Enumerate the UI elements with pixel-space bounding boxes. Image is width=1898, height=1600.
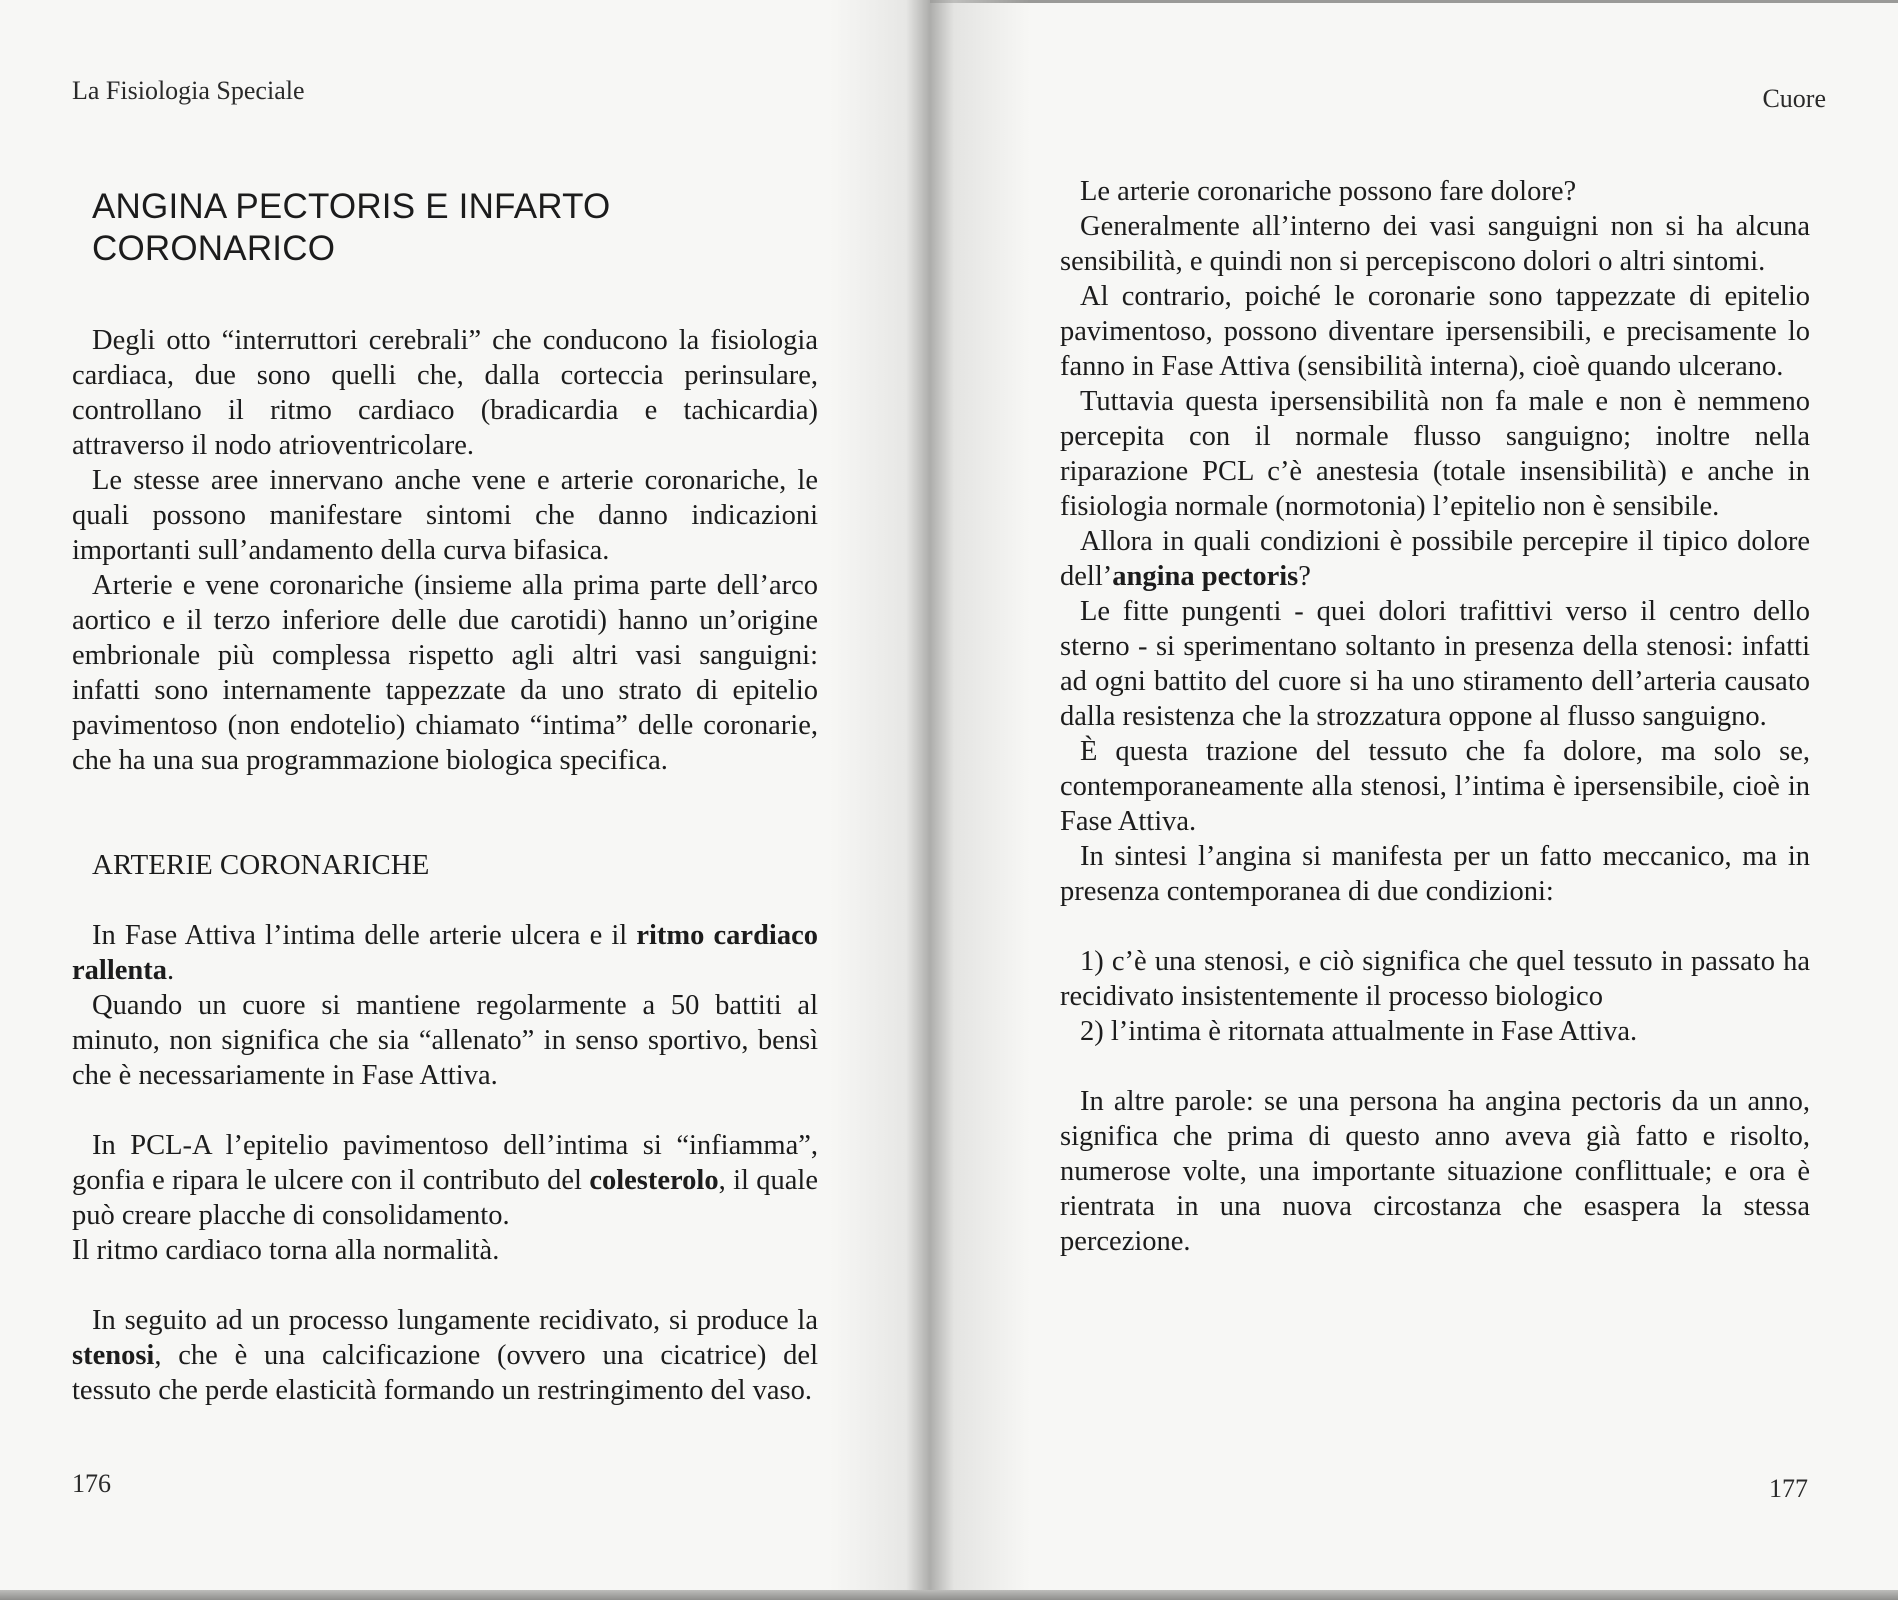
text-run: .: [166, 955, 175, 986]
paragraph: Le arterie coronariche possono fare dolore?: [1080, 176, 1577, 207]
chapter-title: ANGINA PECTORIS E INFARTO CORONARICO: [92, 187, 611, 268]
paragraph: Arterie e vene coronariche (insieme alla prima parte dell’arco aortico e il terzo inferiore delle due carotidi) hanno un’origine embrionale più complessa rispetto agli altri vasi sanguigni: infatti sono internamente tappezzate da uno strato di epitelio pavimentoso (non endotelio) chiamato “intima” delle coronarie, che ha una sua programmazione biologica specifica.: [72, 570, 818, 776]
paragraph: Generalmente all’interno dei vasi sanguigni non si ha alcuna sensibilità, e quindi non si percepiscono dolori o altri sintomi.: [1060, 211, 1810, 277]
left-running-head: La Fisiologia Speciale: [72, 76, 305, 105]
text-run: In seguito ad un processo lungamente recidivato, si produce la: [92, 1305, 818, 1336]
left-text-column: [72, 186, 818, 1408]
bold-term: stenosi: [72, 1340, 155, 1371]
spacer: [72, 1268, 818, 1303]
paragraph: [72, 918, 818, 988]
bold-term: ritmo cardiaco rallenta: [72, 920, 818, 986]
paragraph: In sintesi l’angina si manifesta per un fatto meccanico, ma in presenza contemporanea di due condizioni:: [1060, 841, 1810, 907]
paragraph: [1060, 524, 1810, 594]
text-run: , il quale può creare placche di consolidamento.: [72, 1165, 818, 1231]
text-run: , che è una calcificazione (ovvero una cicatrice) del tessuto che perde elasticità formando un restringimento del vaso.: [72, 1340, 818, 1406]
paragraph: [72, 1128, 818, 1233]
paragraph: Al contrario, poiché le coronarie sono tappezzate di epitelio pavimentoso, possono diventare ipersensibili, e precisamente lo fanno in Fase Attiva (sensibilità interna), cioè quando ulcerano.: [1060, 281, 1810, 382]
spacer: [72, 778, 818, 848]
page-top-edge: [930, 0, 1898, 3]
list-item: 2) l’intima è ritornata attualmente in Fase Attiva.: [1080, 1016, 1638, 1047]
text-run: In Fase Attiva l’intima delle arterie ulcera e il: [92, 920, 637, 951]
paragraph: Le stesse aree innervano anche vene e arterie coronariche, le quali possono manifestare sintomi che danno indicazioni importanti sull’andamento della curva bifasica.: [72, 465, 818, 566]
left-page-number: 176: [72, 1469, 111, 1498]
right-text-column: [1060, 174, 1810, 1259]
spacer: [1060, 909, 1810, 944]
spacer: [72, 1093, 818, 1128]
paragraph: Le fitte pungenti - quei dolori trafittivi verso il centro dello sterno - si sperimentano soltanto in presenza della stenosi: infatti ad ogni battito del cuore si ha uno stiramento dell’arteria causato dalla resistenza che la strozzatura oppone al flusso sanguigno.: [1060, 596, 1810, 732]
paragraph: Quando un cuore si mantiene regolarmente a 50 battiti al minuto, non significa che sia “allenato” in senso sportivo, bensì che è necessariamente in Fase Attiva.: [72, 990, 818, 1091]
paragraph: Tuttavia questa ipersensibilità non fa male e non è nemmeno percepita con il normale flusso sanguigno; inoltre nella riparazione PCL c’è anestesia (totale insensibilità) e anche in fisiologia normale (normotonia) l’epitelio non è sensibile.: [1060, 386, 1810, 522]
text-run: Allora in quali condizioni è possibile percepire il tipico dolore dell’: [1060, 526, 1810, 592]
right-running-head: Cuore: [1762, 84, 1826, 113]
right-page-number: 177: [1769, 1474, 1808, 1503]
spacer: [1060, 1049, 1810, 1084]
section-title: ARTERIE CORONARICHE: [92, 849, 430, 881]
paragraph: Degli otto “interruttori cerebrali” che conducono la fisiologia cardiaca, due sono quelli che, dalla corteccia perinsulare, controllano il ritmo cardiaco (bradicardia e tachicardia) attraverso il nodo atrioventricolare.: [72, 325, 818, 461]
bold-term: angina pectoris: [1112, 561, 1299, 592]
paragraph: [72, 1303, 818, 1408]
page-bottom-edge: [0, 1590, 1898, 1600]
text-run: ?: [1298, 561, 1311, 592]
list-item: 1) c’è una stenosi, e ciò significa che quel tessuto in passato ha recidivato insistentemente il processo biologico: [1060, 946, 1810, 1012]
paragraph: È questa trazione del tessuto che fa dolore, ma solo se, contemporaneamente alla stenosi, l’intima è ipersensibile, cioè in Fase Attiva.: [1060, 736, 1810, 837]
text-run: In PCL-A l’epitelio pavimentoso dell’intima si “infiamma”, gonfia e ripara le ulcere con il contributo del: [72, 1130, 818, 1196]
paragraph: In altre parole: se una persona ha angina pectoris da un anno, significa che prima di questo anno aveva già fatto e risolto, numerose volte, una importante situazione conflittuale; e ora è rientrata in una nuova circostanza che esaspera la stessa percezione.: [1060, 1086, 1810, 1257]
paragraph: Il ritmo cardiaco torna alla normalità.: [72, 1235, 500, 1266]
bold-term: colesterolo: [589, 1165, 719, 1196]
